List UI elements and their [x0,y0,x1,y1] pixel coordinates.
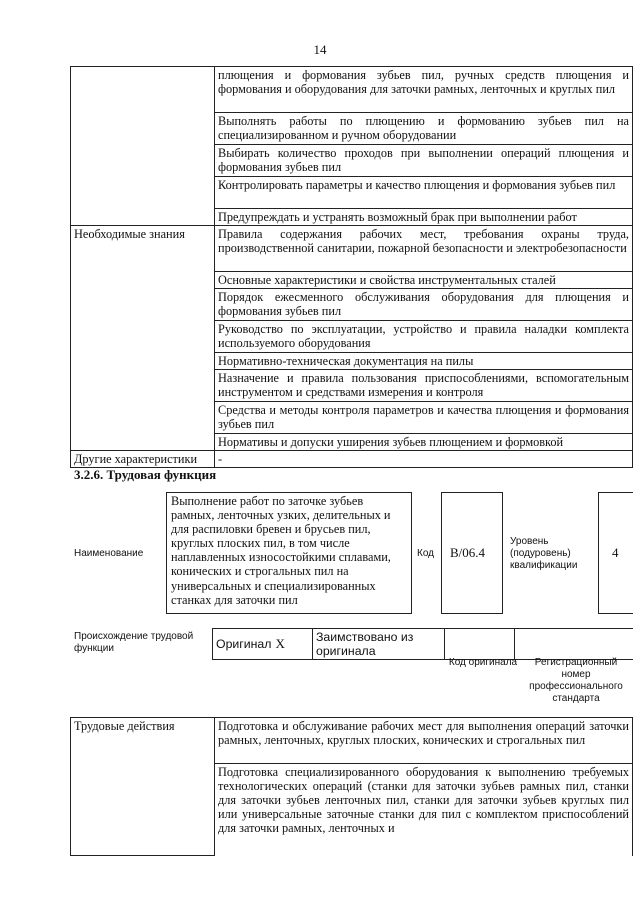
actions-table [70,717,633,856]
row-label-knowledge: Необходимые знания [71,226,215,451]
skill-item: Контролировать параметры и качество плющения и формования зубьев пил [215,177,633,209]
knowledge-item: Правила содержания рабочих мест, требования охраны труда, производственной санитарии, пожарной безопасности и электробезопасности [215,226,633,272]
skill-item: Предупреждать и устранять возможный брак при выполнении работ [215,209,633,226]
row-label-empty [71,67,215,226]
skill-item: Выполнять работы по плющению и формованию зубьев пил на специализированном и ручном оборудовании [215,113,633,145]
reg-number-caption: Регистрационный номер профессионального стандарта [529,657,623,704]
code-label: Код [417,548,435,559]
origin-label: Происхождение трудовой функции [74,631,194,654]
skill-item: плющения и формования зубьев пил, ручных средств плющения и формования и оборудования для заточки рамных, ленточных и круглых пил [215,67,633,113]
page-number: 14 [313,42,327,57]
knowledge-item: Основные характеристики и свойства инструментальных сталей [215,272,633,289]
knowledge-item: Руководство по эксплуатации, устройство и правила наладки комплекта используемого оборудования [215,321,633,353]
original-mark: X [273,629,313,660]
code-value: B/06.4 [450,545,486,560]
knowledge-item: Назначение и правила пользования приспособлениями, вспомогательным инструментом и средствами измерения и контроля [215,370,633,402]
function-name-box [166,492,412,614]
function-name-text: Выполнение работ по заточке зубьев рамных, ленточных узких, делительных и для распиловки бревен и брусьев пил, круглых плоских пил, в том числе наплавленных износостойкими сплавами, конических и строгальных пил на универсальных и специализированных станках для заточки пил [171,494,391,607]
knowledge-item: Порядок ежесменного обслуживания оборудования для плющения и формования зубьев пил [215,289,633,321]
row-label-other: Другие характеристики [71,451,215,468]
actions-label: Трудовые действия [71,718,215,856]
section-heading: 3.2.6. Трудовая функция [74,467,217,482]
original-label: Оригинал [213,629,273,660]
code-box [441,492,503,614]
reg-number-cell [515,629,633,660]
level-value: 4 [612,545,619,560]
borrowed-label: Заимствовано из оригинала [313,629,445,660]
knowledge-item: Нормативы и допуски уширения зубьев плющением и формовкой [215,434,633,451]
knowledge-item: Средства и методы контроля параметров и качества плющения и формования зубьев пил [215,402,633,434]
knowledge-item: Нормативно-техническая документация на пилы [215,353,633,370]
level-label: Уровень (подуровень) квалификации [510,536,578,571]
action-item: Подготовка специализированного оборудования к выполнению требуемых технологических операций (станки для заточки зубьев рамных пил, станки для заточки зубьев ленточных пил, станки для заточки зубьев круглых пил или универсальные заточные станки для пил с комплектом приспособлений для заточки рамных, ленточных и [215,764,633,856]
level-box [598,492,633,614]
action-item: Подготовка и обслуживание рабочих мест для выполнения операций заточки рамных, ленточных, круглых плоских, конических и строгальных пил [215,718,633,764]
name-label: Наименование [74,548,144,559]
other-item: - [215,451,633,468]
code-original-cell [445,629,515,660]
skills-table [70,66,633,468]
code-original-caption: Код оригинала [448,657,518,668]
origin-table [212,628,633,660]
skill-item: Выбирать количество проходов при выполнении операций плющения и формования зубьев пил [215,145,633,177]
